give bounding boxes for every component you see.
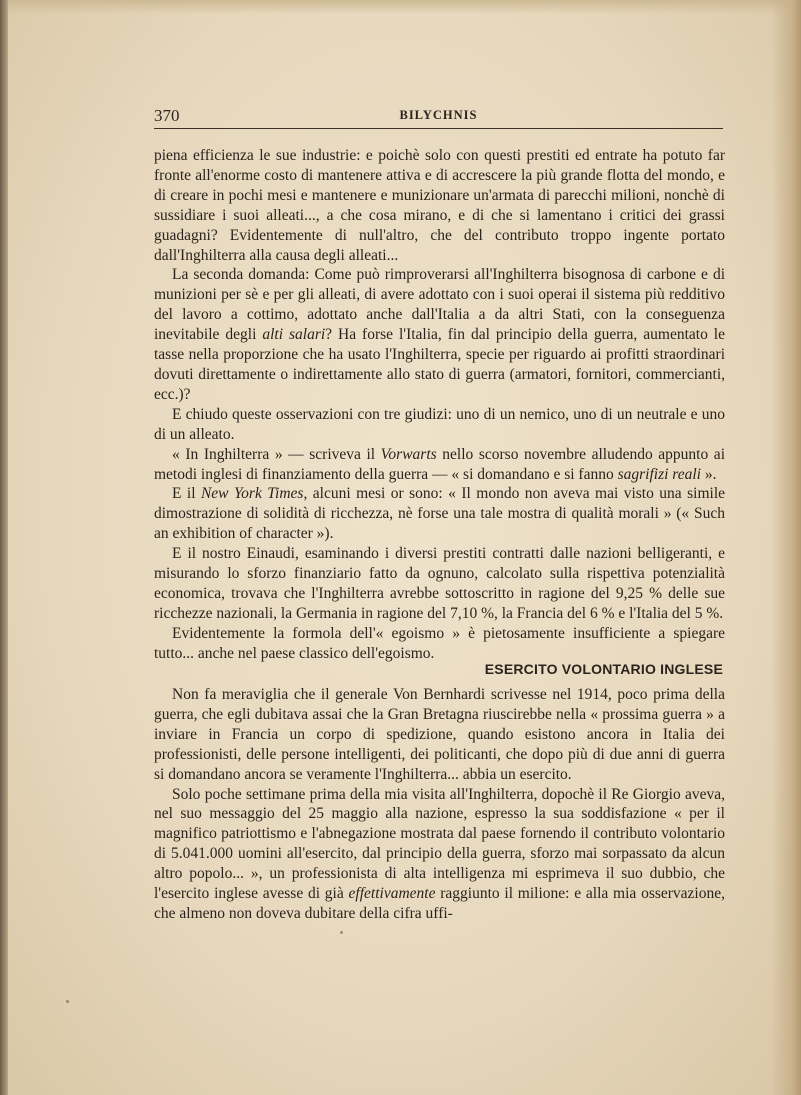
italic-span: effettivamente [348,885,436,903]
paragraph [154,484,725,544]
text-span: piena efficienza le sue industrie: e poichè solo con questi prestiti ed entrate ha potuto far fronte all'enorme costo di mantenere attiva e di accrescere la più grande flotta del mondo, e di creare in pochi mesi e mantenere e munizionare un'armata di parecchi milioni, nonchè di sussidiare i suoi alleati..., a che cosa mirano, e di che si lamentano i critici dei grassi guadagni? Evidentemente di null'altro, che del contributo troppo ingente portato dall'Inghilterra alla causa degli alleati... [154,147,725,264]
paper-speck [340,931,343,934]
paragraph [154,405,725,445]
section-title: ESERCITO VOLONTARIO INGLESE [484,661,723,677]
text-span: Evidentemente la formola dell'« egoismo » è pietosamente insufficiente a spiegare tutto... anche nel paese classico dell'egoismo. [154,624,725,662]
page-edge-left [0,0,8,1095]
text-span: E il nostro Einaudi, esaminando i diversi prestiti contratti dalle nazioni belligeranti, e misurando lo sforzo finanziario fatto da ognuno, calcolato sulla rispettiva potenzialità economica, trovava che l'Inghilterra avrebbe sottoscritto in ragione del 9,25 % delle sue ricchezze nazionali, la Germania in ragione del 7,10 %, la Francia del 6 % e l'Italia del 5 %. [154,545,725,622]
text-span: Non fa meraviglia che il generale Von Bernhardi scrivesse nel 1914, poco prima della guerra, che egli dubitava assai che la Gran Bretagna riuscirebbe nella « prossima guerra » a inviare in Francia un corpo di spedizione, quando esistono ancora in Italia dei professionisti, delle persone intelligenti, dei politicanti, che dopo più di due anni di guerra si domandano ancora se veramente l'Inghilterra... abbia un esercito. [154,686,725,783]
text-span: E il [172,485,201,503]
paragraph [154,265,725,404]
paragraph [154,685,725,785]
text-span: nello scorso novembre alludendo appunto ai metodi inglesi di finanziamento della guerra — « si domandano e si fanno [154,445,725,483]
italic-span: Vorwarts [380,445,437,463]
page-edge-right [771,0,801,1095]
page-edge-top [0,0,801,14]
text-span: raggiunto il milione: e alla mia osservazione, che almeno non doveva dubitare della cifra uffi- [154,885,725,922]
running-title: BILYCHNIS [399,108,478,122]
paragraph [154,544,725,624]
body-text-part-1 [154,146,725,664]
body-text-part-2 [154,685,725,924]
paragraph [154,624,725,664]
text-span: ». [701,465,717,483]
text-span: ? Ha forse l'Italia, fin dal principio della guerra, aumentato le tasse nella proporzione che ha usato l'Inghilterra, specie per riguardo ai profitti straordinari dovuti direttamente o indirettamente allo stato di guerra (armatori, fornitori, commercianti, ecc.)? [154,326,725,403]
paragraph [154,146,725,265]
header-rule [154,128,723,129]
text-span: Solo poche settimane prima della mia visita all'Inghilterra, dopochè il Re Giorgio aveva, nel suo messaggio del 25 maggio alla nazione, espresso la sua soddisfazione « per il magnifico patriottismo e l'abnegazione mostrata dal paese fornendo il contributo volontario di 5.041.000 uomini all'esercito, dal principio della guerra, sforzo mai sorpassato da alcun altro popolo... », un professionista di alta intelligenza mi esprimeva il suo dubbio, che l'esercito inglese avesse di già [154,785,725,903]
text-span: , alcuni mesi or sono: « Il mondo non aveva mai visto una simile dimostrazione di solidità di ricchezza, nè forse una tale mostra di qualità morali » (« Such an exhibition of character »). [154,485,726,543]
page-number: 370 [154,106,180,125]
italic-span: New York Times [200,485,304,503]
italic-span: alti salari [262,326,326,344]
text-span: La seconda domanda: Come può rimproverarsi all'Inghilterra bisognosa di carbone e di munizioni per sè e per gli alleati, di avere adottato con i suoi operai il sistema più redditivo del lavoro a cottimo, adottato anche dall'Italia a da altri Stati, con la conseguenza inevitabile degli [154,266,725,344]
paper-speck [66,1000,69,1003]
text-span: E chiudo queste osservazioni con tre giudizi: uno di un nemico, uno di un neutrale e uno di un alleato. [154,405,725,443]
italic-span: sagrifizi reali [617,465,701,483]
paragraph [154,445,725,485]
text-span: « In Inghilterra » — scriveva il [172,445,381,463]
page-header [154,106,723,128]
paragraph [154,785,725,924]
